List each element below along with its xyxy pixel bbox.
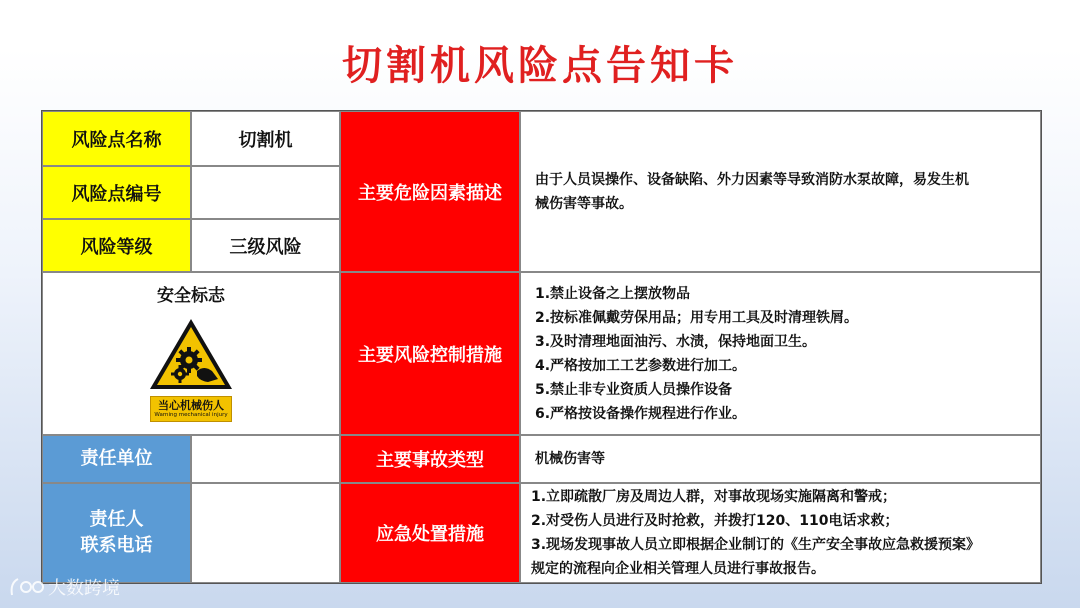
risk-code-label: 风险点编号 xyxy=(42,166,191,219)
risk-code-value xyxy=(191,166,340,219)
risk-name-value: 切割机 xyxy=(191,111,340,166)
contact-value xyxy=(191,483,340,583)
safety-sign-caption-en: Warning mechanical injury xyxy=(154,411,228,418)
emergency-label: 应急处置措施 xyxy=(340,483,520,583)
risk-card xyxy=(41,110,1042,584)
contact-label-line2: 联系电话 xyxy=(80,535,153,556)
control-item: 3.及时清理地面油污、水渍，保持地面卫生。 xyxy=(535,333,817,350)
hazard-line: 由于人员误操作、设备缺陷、外力因素等导致消防水泵故障，易发生机 xyxy=(535,171,969,188)
hazard-line: 械伤害等事故。 xyxy=(535,195,633,212)
risk-name-label: 风险点名称 xyxy=(42,111,191,166)
control-measures xyxy=(520,272,1041,435)
control-item: 1.禁止设备之上摆放物品 xyxy=(535,285,691,302)
safety-sign-caption xyxy=(150,396,232,422)
control-item: 6.严格按设备操作规程进行作业。 xyxy=(535,405,747,422)
hazard-description xyxy=(520,111,1041,272)
watermark xyxy=(8,574,120,600)
hazard-label: 主要危险因素描述 xyxy=(340,111,520,272)
safety-sign-title: 安全标志 xyxy=(157,286,225,306)
risk-level-label: 风险等级 xyxy=(42,219,191,272)
control-label: 主要风险控制措施 xyxy=(340,272,520,435)
control-item: 2.按标准佩戴劳保用品；用专用工具及时清理铁屑。 xyxy=(535,309,859,326)
control-item: 5.禁止非专业资质人员操作设备 xyxy=(535,381,733,398)
accident-type-label: 主要事故类型 xyxy=(340,435,520,483)
safety-sign-box xyxy=(42,272,340,435)
risk-level-value: 三级风险 xyxy=(191,219,340,272)
contact-label-line1: 责任人 xyxy=(89,509,144,530)
watermark-logo-icon xyxy=(8,575,48,599)
contact-label xyxy=(42,483,191,583)
emergency-item: 2.对受伤人员进行及时抢救，并拨打120、110电话求救； xyxy=(531,513,899,529)
page-title: 切割机风险点告知卡 xyxy=(342,43,738,89)
emergency-item: 3.现场发现事故人员立即根据企业制订的《生产安全事故应急救援预案》 xyxy=(531,537,981,553)
emergency-measures xyxy=(520,483,1041,583)
responsible-unit-label: 责任单位 xyxy=(42,435,191,483)
emergency-item: 规定的流程向企业相关管理人员进行事故报告。 xyxy=(531,561,825,577)
control-item: 4.严格按加工工艺参数进行加工。 xyxy=(535,357,747,374)
gear-hand-warning-icon xyxy=(147,316,235,392)
safety-sign-caption-cn: 当心机械伤人 xyxy=(158,398,224,412)
watermark-text: 大数跨境 xyxy=(48,578,120,599)
accident-type-value: 机械伤害等 xyxy=(520,435,1041,483)
responsible-unit-value xyxy=(191,435,340,483)
emergency-item: 1.立即疏散厂房及周边人群，对事故现场实施隔离和警戒； xyxy=(531,489,897,505)
